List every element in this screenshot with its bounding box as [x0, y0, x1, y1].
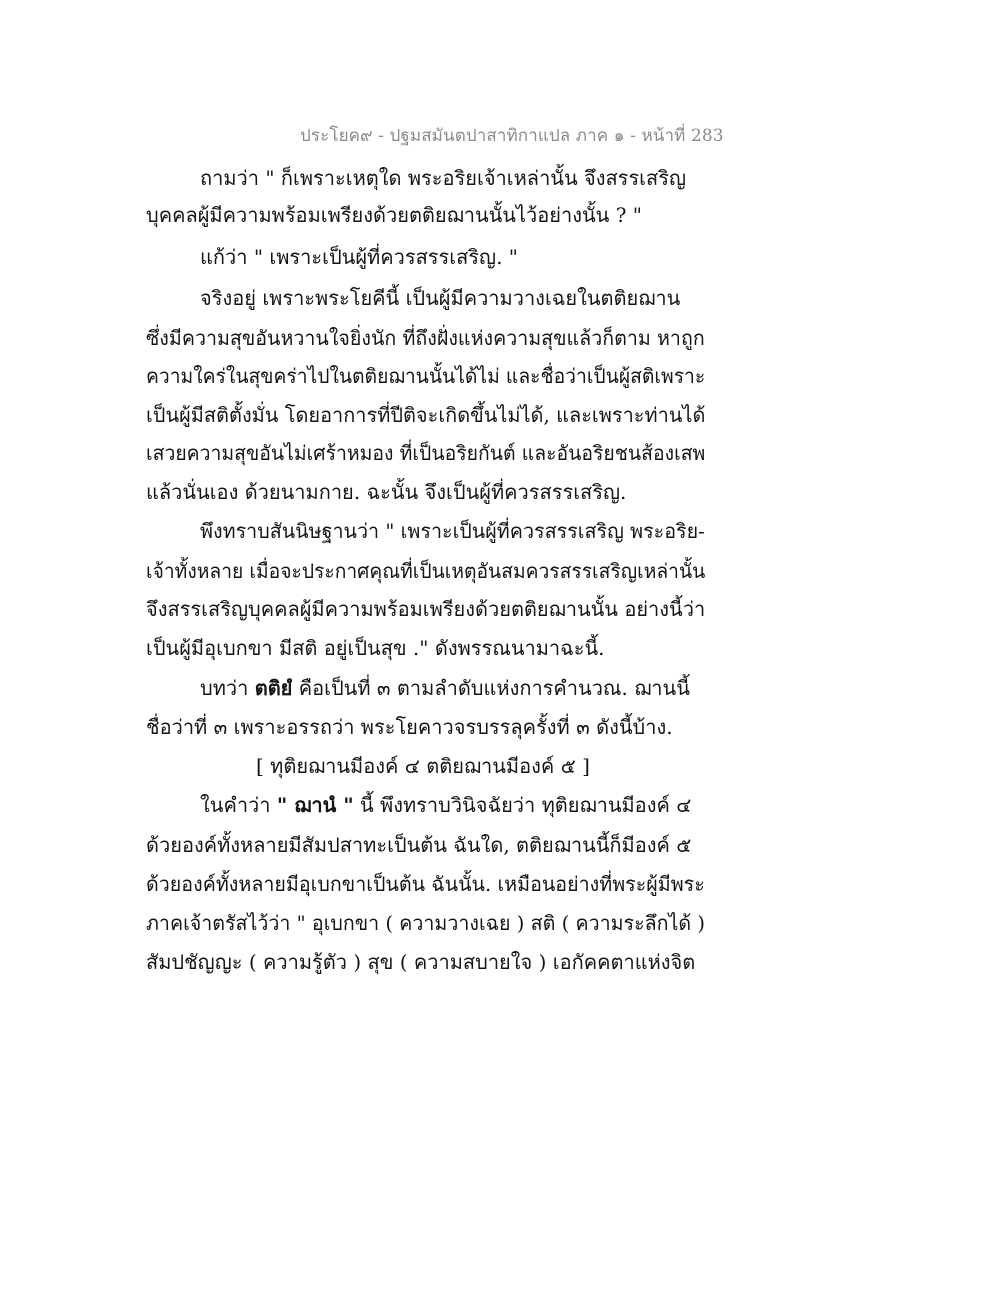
- bold-term: " ฌานํ ": [276, 793, 354, 817]
- text-line: เป็นผู้มีสติตั้งมั่น โดยอาการที่ปีติจะเกิดขึ้นไม่ได้, และเพราะท่านได้: [146, 403, 706, 427]
- text-run: นี้ พึงทราบวินิจฉัยว่า ทุติยฌานมีองค์ ๔: [353, 793, 692, 817]
- text-line: ภาคเจ้าตรัสไว้ว่า " อุเบกขา ( ความวางเฉย ) สติ ( ความระลึกได้ ): [146, 911, 705, 935]
- running-header: ประโยค๙ - ปฐมสมันตปาสาทิกาแปล ภาค ๑ - หน้าที่ 283: [300, 126, 724, 146]
- text-run: ในคำว่า: [200, 793, 277, 817]
- text-line: สัมปชัญญะ ( ความรู้ตัว ) สุข ( ความสบายใจ ) เอกัคคตาแห่งจิต: [146, 950, 696, 974]
- text-run: คือเป็นที่ ๓ ตามลำดับแห่งการคำนวณ. ฌานนี้: [292, 676, 690, 700]
- text-line: ความใคร่ในสุขคร่าไปในตติยฌานนั้นได้ไม่ และชื่อว่าเป็นผู้สติเพราะ: [146, 364, 706, 388]
- text-line: แก้ว่า " เพราะเป็นผู้ที่ควรสรรเสริญ. ": [200, 245, 518, 269]
- text-run: บทว่า: [200, 676, 255, 700]
- text-line: [200, 673, 690, 703]
- text-line: เป็นผู้มีอุเบกขา มีสติ อยู่เป็นสุข ." ดังพรรณนามาฉะนี้.: [146, 636, 605, 660]
- text-line: ชื่อว่าที่ ๓ เพราะอรรถว่า พระโยคาวจรบรรลุครั้งที่ ๓ ดังนี้บ้าง.: [146, 715, 673, 739]
- text-line: เจ้าทั้งหลาย เมื่อจะประกาศคุณที่เป็นเหตุอันสมควรสรรเสริญเหล่านั้น: [146, 559, 706, 583]
- text-line: จึงสรรเสริญบุคคลผู้มีความพร้อมเพรียงด้วยตติยฌานนั้น อย่างนี้ว่า: [146, 597, 706, 621]
- text-line: แล้วนั่นเอง ด้วยนามกาย. ฉะนั้น จึงเป็นผู้ที่ควรสรรเสริญ.: [146, 480, 627, 504]
- section-heading: [ ทุติยฌานมีองค์ ๔ ตติยฌานมีองค์ ๕ ]: [256, 754, 590, 778]
- text-line: [200, 790, 691, 820]
- text-line: พึงทราบสันนิษฐานว่า " เพราะเป็นผู้ที่ควรสรรเสริญ พระอริย-: [200, 519, 705, 543]
- text-line: ด้วยองค์ทั้งหลายมีอุเบกขาเป็นต้น ฉันนั้น. เหมือนอย่างที่พระผู้มีพระ: [146, 872, 705, 896]
- text-line: ด้วยองค์ทั้งหลายมีสัมปสาทะเป็นต้น ฉันใด, ตติยฌานนี้ก็มีองค์ ๕: [146, 833, 692, 857]
- text-line: ซึ่งมีความสุขอันหวานใจยิ่งนัก ที่ถึงฝั่งแห่งความสุขแล้วก็ตาม หาถูก: [146, 326, 705, 350]
- text-line: ถามว่า " ก็เพราะเหตุใด พระอริยเจ้าเหล่านั้น จึงสรรเสริญ: [200, 166, 686, 190]
- text-line: บุคคลผู้มีความพร้อมเพรียงด้วยตติยฌานนั้นไว้อย่างนั้น ? ": [146, 203, 642, 227]
- bold-term: ตติยํ: [254, 676, 293, 700]
- text-line: เสวยความสุขอันไม่เศร้าหมอง ที่เป็นอริยกันต์ และอันอริยชนส้องเสพ: [146, 441, 706, 465]
- text-line: จริงอยู่ เพราะพระโยคีนี้ เป็นผู้มีความวางเฉยในตติยฌาน: [200, 286, 681, 310]
